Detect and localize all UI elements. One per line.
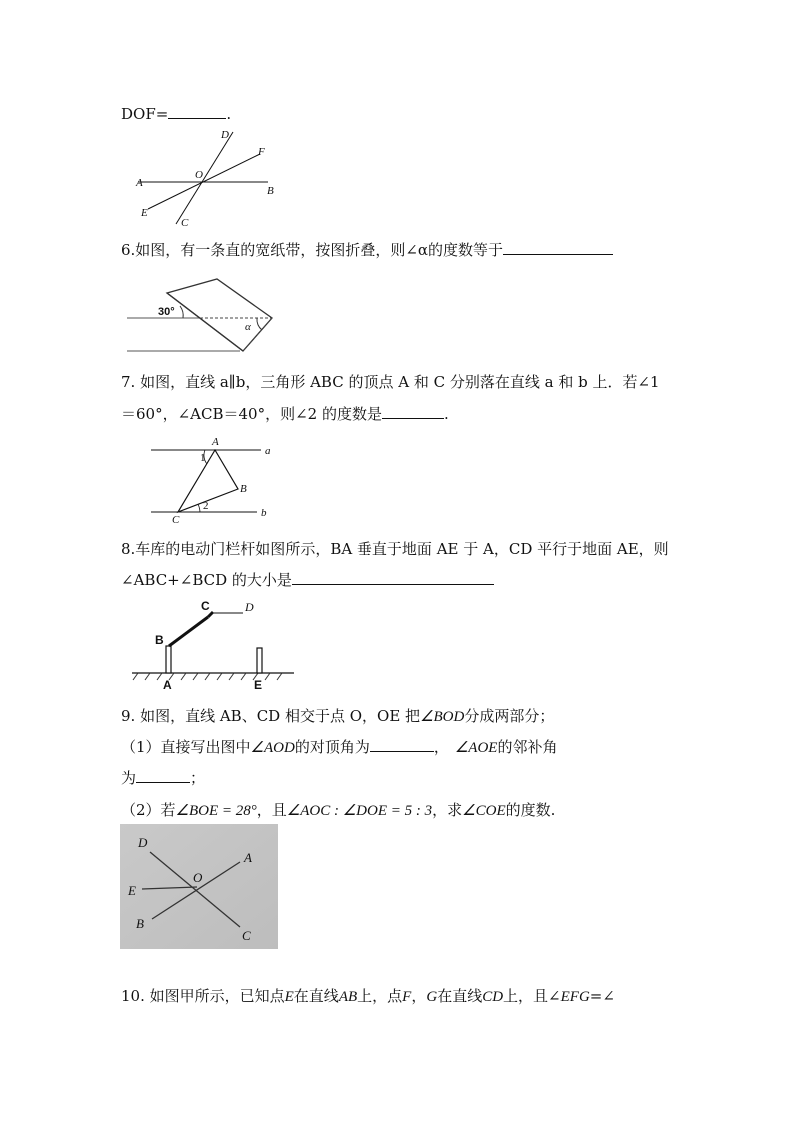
q10-point-e: E <box>284 989 294 1005</box>
q10-line1 <box>121 986 615 1007</box>
angle-30-arc <box>180 306 183 318</box>
figure-6-paper-strip <box>125 275 285 357</box>
fig5-label-e: E <box>141 207 148 219</box>
q5-tail <box>121 104 231 124</box>
fig8-label-e: E <box>254 678 263 690</box>
fig7-label-a-point: A <box>212 436 219 448</box>
q10-line-cd: CD <box>482 989 504 1005</box>
q10-text-4: ， <box>411 987 427 1005</box>
bar-bc <box>169 617 208 646</box>
q10-angle-efg: EFG <box>560 989 590 1005</box>
fig5-label-a: A <box>136 177 143 189</box>
figure-9-photo <box>120 824 278 949</box>
fig5-label-f: F <box>258 146 265 158</box>
q9-line1-text: 9. 如图，直线 AB、CD 相交于点 O，OE 把 <box>121 707 421 725</box>
fig5-label-b: B <box>267 185 274 197</box>
q7-line1: 7. 如图，直线 a∥b，三角形 ABC 的顶点 A 和 C 分别落在直线 a 和 b 上．若∠1 <box>121 373 660 391</box>
fig6-angle-label: 30° <box>158 306 175 318</box>
q8-line1: 8.车库的电动门栏杆如图所示，BA 垂直于地面 AE 于 A，CD 平行于地面 AE，则 <box>121 540 669 558</box>
fig9-label-b: B <box>136 916 144 931</box>
post-a <box>166 646 171 673</box>
fig8-label-c: C <box>201 599 210 613</box>
q8-answer-blank[interactable] <box>292 570 494 585</box>
fig7-label-1: 1 <box>200 452 206 464</box>
q10-text-3: 上，点 <box>357 987 403 1005</box>
q9-line1-end: 分成两部分； <box>464 707 555 725</box>
fig7-label-c-point: C <box>172 514 180 526</box>
fig9-label-a: A <box>244 850 252 865</box>
fig5-label-d: D <box>221 129 229 141</box>
q9-line2 <box>121 737 557 758</box>
q9-line4-mid: ，且 <box>256 801 287 819</box>
q7-answer-blank[interactable] <box>382 404 444 419</box>
q6-text-line <box>121 240 613 260</box>
fig9-label-e: E <box>128 883 136 898</box>
figure-7-parallel-lines <box>145 432 285 527</box>
q9-angle-bod: ∠BOD <box>420 709 465 725</box>
q9-line1 <box>121 706 554 727</box>
q9-line4-end: 的度数. <box>505 801 556 819</box>
fig7-label-2: 2 <box>203 500 209 512</box>
q7-line2-text: ＝60°，∠ACB＝40°，则∠2 的度数是 <box>121 405 382 423</box>
q9-angle-ratio: ∠AOC : ∠DOE = 5 : 3 <box>286 803 433 819</box>
fig7-label-b-point: B <box>240 483 247 495</box>
q5-end: . <box>226 105 232 123</box>
q9-line3-text: 为 <box>121 769 137 787</box>
q8-line2-text: ∠ABC+∠BCD 的大小是 <box>121 571 292 589</box>
q5-tail-text: DOF= <box>121 105 169 123</box>
q9-angle-coe: ∠COE <box>462 803 506 819</box>
line-cd <box>176 132 233 224</box>
fig5-label-o: O <box>195 169 203 181</box>
q9-line2-mid: 的对顶角为 <box>294 738 370 756</box>
q9-answer-blank-1[interactable] <box>370 737 434 752</box>
fig9-label-c: C <box>242 928 251 943</box>
q8-line2 <box>121 570 494 590</box>
fig8-label-b: B <box>155 633 164 647</box>
q10-text-2: 在直线 <box>293 987 339 1005</box>
fig8-label-d: D <box>245 600 254 614</box>
q9-line4-text: （2）若 <box>121 801 176 819</box>
q5-answer-blank[interactable] <box>168 104 226 119</box>
q9-line3 <box>121 768 205 788</box>
q6-text: 6.如图，有一条直的宽纸带，按图折叠，则∠α的度数等于 <box>121 241 504 259</box>
post-e <box>257 648 262 673</box>
q9-angle-aoe: ∠AOE <box>454 740 498 756</box>
q10-point-f: F <box>402 989 412 1005</box>
figure-5-lines <box>130 125 280 230</box>
q7-line2 <box>121 404 449 424</box>
fig9-label-o: O <box>193 870 203 885</box>
q9-line3-end: ； <box>190 769 206 787</box>
fig9-label-d: D <box>138 835 148 850</box>
q9-line2-text: （1）直接写出图中 <box>121 738 251 756</box>
q9-angle-boe: ∠BOE = 28° <box>175 803 257 819</box>
q10-text-5: 在直线 <box>437 987 483 1005</box>
angle-2-arc <box>198 504 200 512</box>
q10-text-1: 10. 如图甲所示，已知点 <box>121 987 285 1005</box>
q10-text-7: =∠ <box>589 987 615 1005</box>
fig7-label-b-line: b <box>261 507 267 519</box>
fig5-label-c: C <box>181 217 189 229</box>
q10-point-g: G <box>426 989 438 1005</box>
q10-line-ab: AB <box>338 989 358 1005</box>
fig7-label-a-line: a <box>265 445 271 457</box>
q9-line4 <box>121 800 555 821</box>
q6-answer-blank[interactable] <box>503 240 613 255</box>
q9-angle-aod: ∠AOD <box>250 740 295 756</box>
figure-8-garage-gate <box>128 598 298 690</box>
q7-end: . <box>443 405 449 423</box>
q9-line2-end: 的邻补角 <box>497 738 558 756</box>
q9-line4-mid2: ，求 <box>432 801 463 819</box>
q9-answer-blank-2[interactable] <box>136 768 190 783</box>
fig8-label-a: A <box>163 678 172 690</box>
fig6-alpha-label: α <box>245 321 251 333</box>
q10-text-6: 上，且∠ <box>503 987 561 1005</box>
q9-line2-sep: ， <box>433 738 449 756</box>
